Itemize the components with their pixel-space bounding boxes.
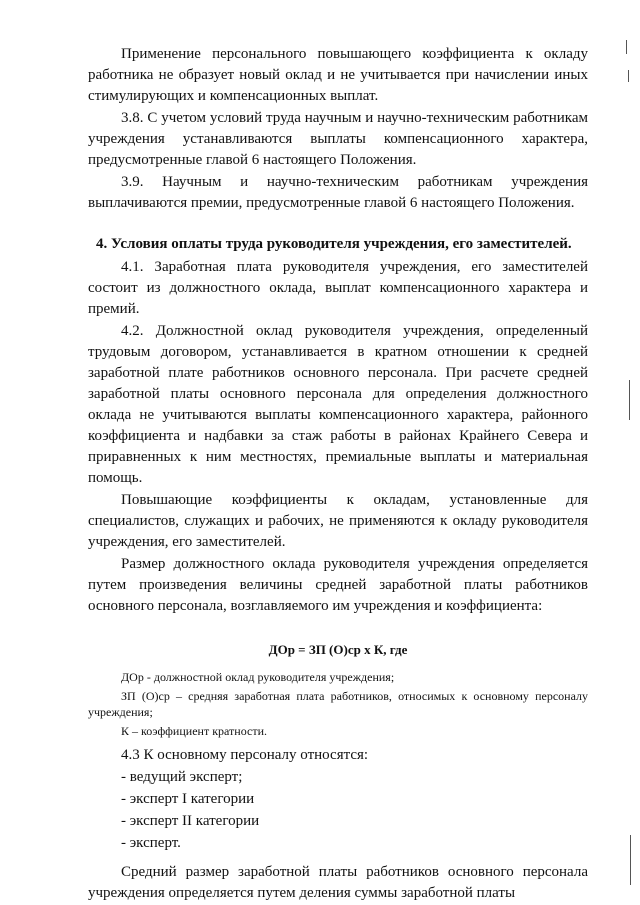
definition-k: К – коэффициент кратности. bbox=[121, 724, 267, 738]
list-item: - ведущий эксперт; bbox=[121, 769, 243, 785]
paragraph-average-salary: Средний размер заработной платы работников основного персонала учреждения определяется путем деления суммы заработной платы bbox=[88, 864, 588, 901]
scan-edge-mark bbox=[628, 70, 629, 82]
paragraph-3-8: 3.8. С учетом условий труда научным и научно-техническим работникам учреждения устанавливаются выплаты компенсационного характера, предусмотренные главой 6 настоящего Положения. bbox=[88, 110, 588, 168]
paragraph-personal-coefficient: Применение персонального повышающего коэффициента к окладу работника не образует новый оклад и не учитывается при начислении иных стимулирующих и компенсационных выплат. bbox=[88, 46, 588, 104]
list-item: - эксперт I категории bbox=[121, 791, 255, 807]
paragraph-coefficients: Повышающие коэффициенты к окладам, установленные для специалистов, служащих и рабочих, не применяются к окладу руководителя учреждения, его заместителей. bbox=[88, 492, 588, 550]
salary-formula: ДОр = ЗП (О)ср х К, где bbox=[268, 642, 408, 657]
paragraph-4-1: 4.1. Заработная плата руководителя учреждения, его заместителей состоит из должностного оклада, выплат компенсационного характера и премий. bbox=[88, 259, 588, 317]
section-heading-4: 4. Условия оплаты труда руководителя учреждения, его заместителей. bbox=[96, 236, 572, 252]
definition-dor: ДОр - должностной оклад руководителя учреждения; bbox=[121, 670, 395, 684]
list-item: - эксперт. bbox=[121, 835, 181, 851]
paragraph-salary-size: Размер должностного оклада руководителя учреждения определяется путем произведения величины средней заработной платы работников основного персонала, возглавляемого им учреждения и коэффициента: bbox=[88, 556, 588, 614]
scan-edge-mark bbox=[626, 40, 627, 54]
scan-edge-mark bbox=[630, 835, 631, 885]
list-heading-4-3: 4.3 К основному персоналу относятся: bbox=[121, 747, 369, 763]
scan-edge-mark bbox=[629, 380, 630, 420]
definition-zp: ЗП (О)ср – средняя заработная плата работников, относимых к основному персоналу учреждения; bbox=[88, 689, 588, 719]
document-page bbox=[88, 44, 588, 905]
paragraph-4-2: 4.2. Должностной оклад руководителя учреждения, определенный трудовым договором, устанавливается в кратном отношении к средней заработной плате работников основного персонала. При расчете средней заработной платы основного персонала для определения должностного оклада не учитываются выплаты компенсационного характера, районного коэффициента и надбавки за стаж работы в районах Крайнего Севера и приравненных к ним местностях, премиальные выплаты и материальная помощь. bbox=[88, 323, 588, 486]
paragraph-3-9: 3.9. Научным и научно-техническим работникам учреждения выплачиваются премии, предусмотренные главой 6 настоящего Положения. bbox=[88, 174, 588, 211]
list-item: - эксперт II категории bbox=[121, 813, 260, 829]
